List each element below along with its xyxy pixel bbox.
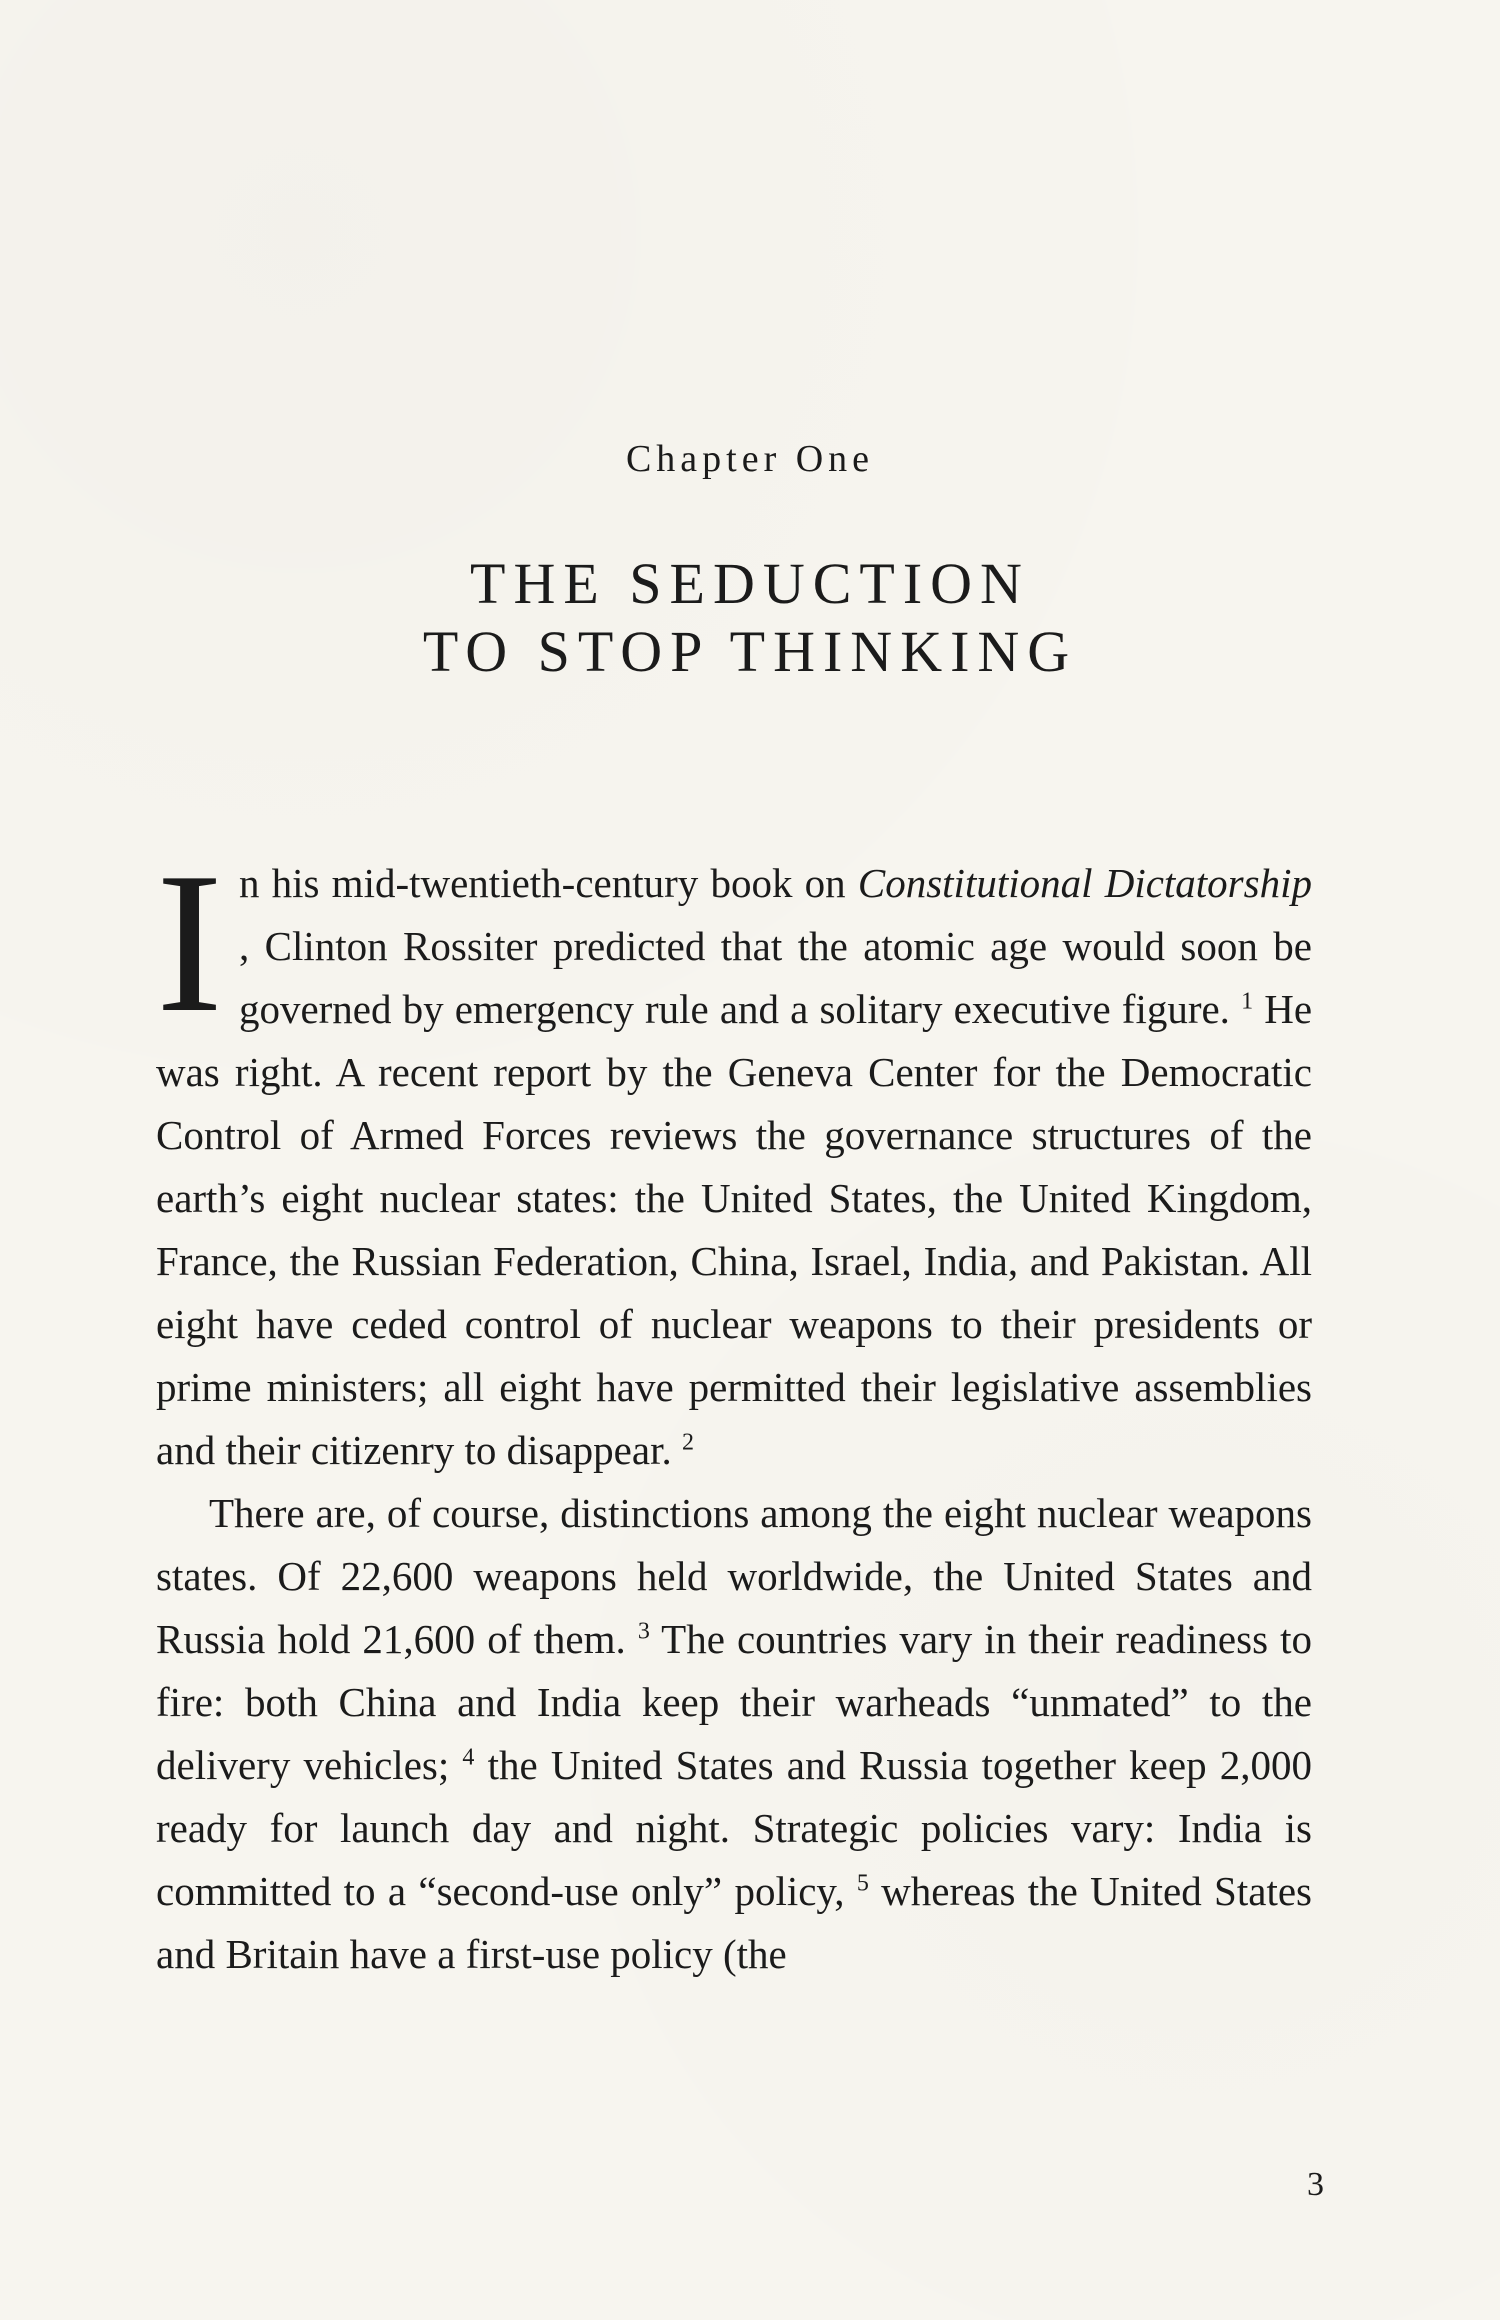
paragraph-2-segment-1: There are, of course, distinctions among the eight nuclear weapons states. Of 22,600 weapons held worldwide, the United States and Russia hold 21,600 of them. (156, 1490, 1312, 1662)
chapter-title (0, 550, 1500, 687)
paragraph-1-before-italic: n his mid-twentieth-century book on (238, 860, 858, 906)
footnote-marker-2: 2 (681, 1429, 694, 1456)
page-number: 3 (1307, 2166, 1324, 2203)
book-title-italic: Constitutional Dictatorship (857, 860, 1312, 906)
chapter-title-line-2: TO STOP THINKING (422, 619, 1078, 685)
footnote-marker-5: 5 (856, 1870, 869, 1897)
footnote-marker-1: 1 (1241, 988, 1254, 1015)
chapter-title-line-1: THE SEDUCTION (470, 551, 1030, 616)
paragraph-2-segment-3: the United States and Russia together keep 2,000 ready for launch day and night. Strategic policies vary: India is committed to a “second-use only” policy, (156, 1742, 1313, 1914)
paragraph-1-segment-2: He was right. A recent report by the Geneva Center for the Democratic Control of Armed Forces reviews the governance structures of the earth’s eight nuclear states: the United States, the United Kingdom, France, the Russian Federation, China, Israel, India, and Pakistan. All eight have ceded control of nuclear weapons to their presidents or prime ministers; all eight have permitted their legislative assemblies and their citizenry to disappear. (156, 986, 1313, 1473)
chapter-body (156, 832, 1313, 1986)
drop-cap: I (156, 832, 223, 1054)
paragraph-1-after-italic: , Clinton Rossiter predicted that the atomic age would soon be governed by emergency rule and a solitary executive figure. (238, 923, 1312, 1032)
footnote-marker-4: 4 (462, 1744, 475, 1771)
chapter-label: Chapter One (625, 438, 875, 480)
paragraph-2-segment-2: The countries vary in their readiness to fire: both China and India keep their warheads “unmated” to the delivery vehicles; (156, 1616, 1313, 1788)
opening-paragraph (156, 832, 1313, 1482)
second-paragraph (156, 1482, 1312, 1986)
footnote-marker-3: 3 (637, 1618, 650, 1645)
paragraph-2-segment-4: whereas the United States and Britain have a first-use policy (the (156, 1868, 1312, 1977)
